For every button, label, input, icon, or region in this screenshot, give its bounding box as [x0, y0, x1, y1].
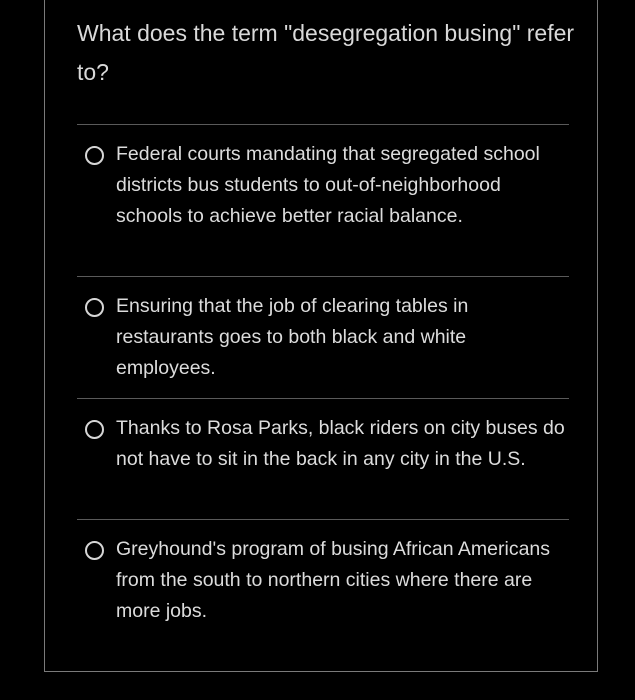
radio-icon[interactable]: [85, 541, 104, 560]
question-card: [44, 0, 598, 672]
answer-option-2[interactable]: [77, 276, 569, 398]
answer-option-label: Greyhound's program of busing African Americans from the south to northern cities where there are more jobs.: [116, 538, 551, 622]
answer-option-3[interactable]: [77, 398, 569, 519]
radio-icon[interactable]: [85, 420, 104, 439]
radio-icon[interactable]: [85, 146, 104, 165]
radio-icon[interactable]: [85, 298, 104, 317]
answer-option-label: Ensuring that the job of clearing tables in restaurants goes to both black and white employees.: [116, 295, 469, 379]
answer-option-1[interactable]: [77, 124, 569, 276]
answer-option-4[interactable]: [77, 519, 569, 639]
answer-option-label: Federal courts mandating that segregated school districts bus students to out-of-neighborhood schools to achieve better racial balance.: [116, 143, 540, 227]
answer-options: [77, 124, 569, 639]
answer-option-label: Thanks to Rosa Parks, black riders on city buses do not have to sit in the back in any city in the U.S.: [116, 417, 565, 470]
question-text: What does the term "desegregation busing" refer to?: [77, 20, 575, 85]
